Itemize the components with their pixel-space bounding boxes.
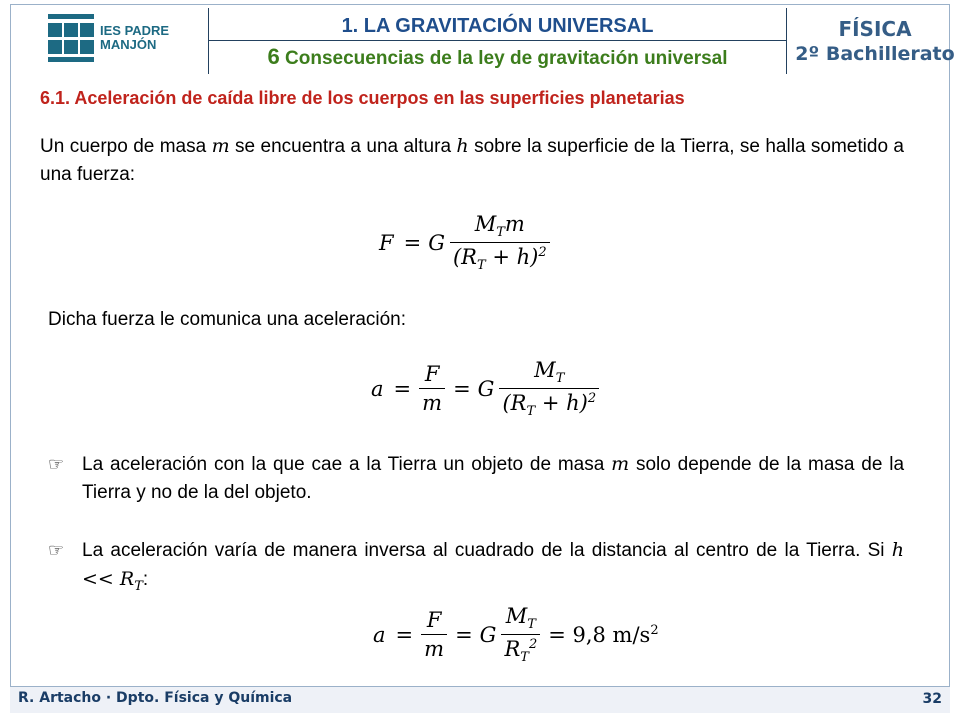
formula-surface-gravity bbox=[368, 604, 664, 665]
intro-text-a: Un cuerpo de masa bbox=[40, 136, 207, 157]
main-title: 1. LA GRAVITACIÓN UNIVERSAL bbox=[209, 12, 786, 41]
f3-den-R: R bbox=[504, 637, 521, 662]
f1-fraction bbox=[450, 212, 550, 273]
logo-line-2: MANJÓN bbox=[100, 37, 157, 52]
intro-text-b: se encuentra a una altura bbox=[235, 136, 452, 157]
subject-name: FÍSICA bbox=[838, 17, 912, 41]
f3-eq-2: = bbox=[455, 622, 473, 647]
sub-title bbox=[209, 44, 786, 72]
acceleration-intro: Dicha fuerza le comunica una aceleración: bbox=[48, 309, 407, 330]
b2-cond-sub: T bbox=[134, 578, 143, 594]
f2-num-sub: T bbox=[555, 371, 565, 387]
section-title: 6.1. Aceleración de caída libre de los cuerpos en las superficies planetarias bbox=[40, 88, 685, 108]
intro-var-m: m bbox=[211, 135, 230, 157]
f2-den-sub: T bbox=[526, 404, 536, 420]
bullet-2-text bbox=[82, 536, 904, 601]
b2-text-a: La aceleración varía de manera inversa al cuadrado de la distancia al centro de la Tierra. Si bbox=[82, 540, 885, 561]
f2-den-m: m bbox=[422, 391, 443, 416]
footer-author: R. Artacho · Dpto. Física y Química bbox=[18, 690, 293, 706]
f1-num-m: m bbox=[504, 212, 525, 236]
logo-line-1: IES PADRE bbox=[100, 23, 170, 38]
intro-var-h: h bbox=[456, 135, 469, 157]
f3-num-sub: T bbox=[527, 617, 536, 633]
f2-den-rest: + h) bbox=[535, 391, 588, 416]
course-name: 2º Bachillerato bbox=[795, 43, 955, 65]
f2-eq-2: = bbox=[453, 376, 471, 401]
f2-den-sup: 2 bbox=[587, 391, 597, 407]
f1-lhs: F bbox=[379, 230, 394, 255]
pointing-hand-icon: ☞ bbox=[48, 540, 65, 561]
school-logo bbox=[30, 8, 200, 68]
f2-fraction-2 bbox=[499, 358, 599, 419]
f2-eq-1: = bbox=[393, 376, 412, 401]
f1-den-sup: 2 bbox=[538, 245, 547, 261]
logo-text bbox=[100, 24, 169, 52]
subject-badge bbox=[790, 12, 960, 72]
f3-num-M: M bbox=[505, 604, 528, 628]
f3-den-m: m bbox=[424, 637, 445, 662]
intro-text-c: sobre la superficie de la Tierra, se halla sometido a una fuerza: bbox=[40, 136, 904, 185]
f1-num-M: M bbox=[474, 212, 497, 236]
b2-cond: h << R bbox=[82, 539, 904, 590]
b1-text-a: La aceleración con la que cae a la Tierra un objeto de masa bbox=[82, 454, 605, 475]
f1-num-sub: T bbox=[496, 225, 505, 241]
f1-den-sub: T bbox=[476, 258, 486, 274]
b2-end: : bbox=[142, 569, 149, 590]
f1-G: G bbox=[428, 230, 445, 255]
f3-G: G bbox=[479, 622, 497, 647]
f2-num-M: M bbox=[534, 358, 556, 382]
title-box bbox=[208, 8, 787, 74]
f2-num-F: F bbox=[419, 362, 445, 389]
f3-den-sup: 2 bbox=[528, 637, 538, 653]
f2-den-R: (R bbox=[502, 391, 527, 416]
f3-result-text: = 9,8 m/s bbox=[548, 622, 651, 647]
f1-eq: = bbox=[403, 230, 422, 255]
f3-lhs: a bbox=[373, 622, 386, 647]
f1-den-R: (R bbox=[452, 245, 477, 270]
f3-eq-1: = bbox=[395, 622, 414, 647]
pointing-hand-icon: ☞ bbox=[48, 454, 65, 475]
b1-var-m: m bbox=[611, 453, 630, 475]
formula-acceleration bbox=[366, 358, 602, 419]
f3-result-sup: 2 bbox=[650, 622, 659, 638]
f2-G: G bbox=[477, 376, 495, 401]
f3-den-sub: T bbox=[520, 650, 529, 666]
f3-result bbox=[548, 623, 658, 647]
f3-fraction-2 bbox=[501, 604, 540, 665]
f1-den-rest: + h) bbox=[485, 245, 539, 270]
sub-title-text: Consecuencias de la ley de gravitación universal bbox=[285, 48, 728, 69]
formula-force bbox=[374, 212, 553, 273]
logo-grid-icon bbox=[48, 14, 94, 62]
f2-fraction-1 bbox=[419, 362, 445, 415]
f3-num-F: F bbox=[421, 608, 447, 635]
slide-header bbox=[10, 4, 955, 72]
f2-lhs: a bbox=[371, 376, 384, 401]
bullet-1-text bbox=[82, 450, 904, 507]
page-number: 32 bbox=[922, 691, 942, 707]
sub-title-number: 6 bbox=[267, 44, 280, 69]
slide-footer bbox=[10, 686, 950, 713]
b1-text-b: solo depende de la masa de la Tierra y no de la del objeto. bbox=[82, 454, 905, 503]
intro-paragraph bbox=[40, 132, 904, 189]
f3-fraction-1 bbox=[421, 608, 447, 661]
